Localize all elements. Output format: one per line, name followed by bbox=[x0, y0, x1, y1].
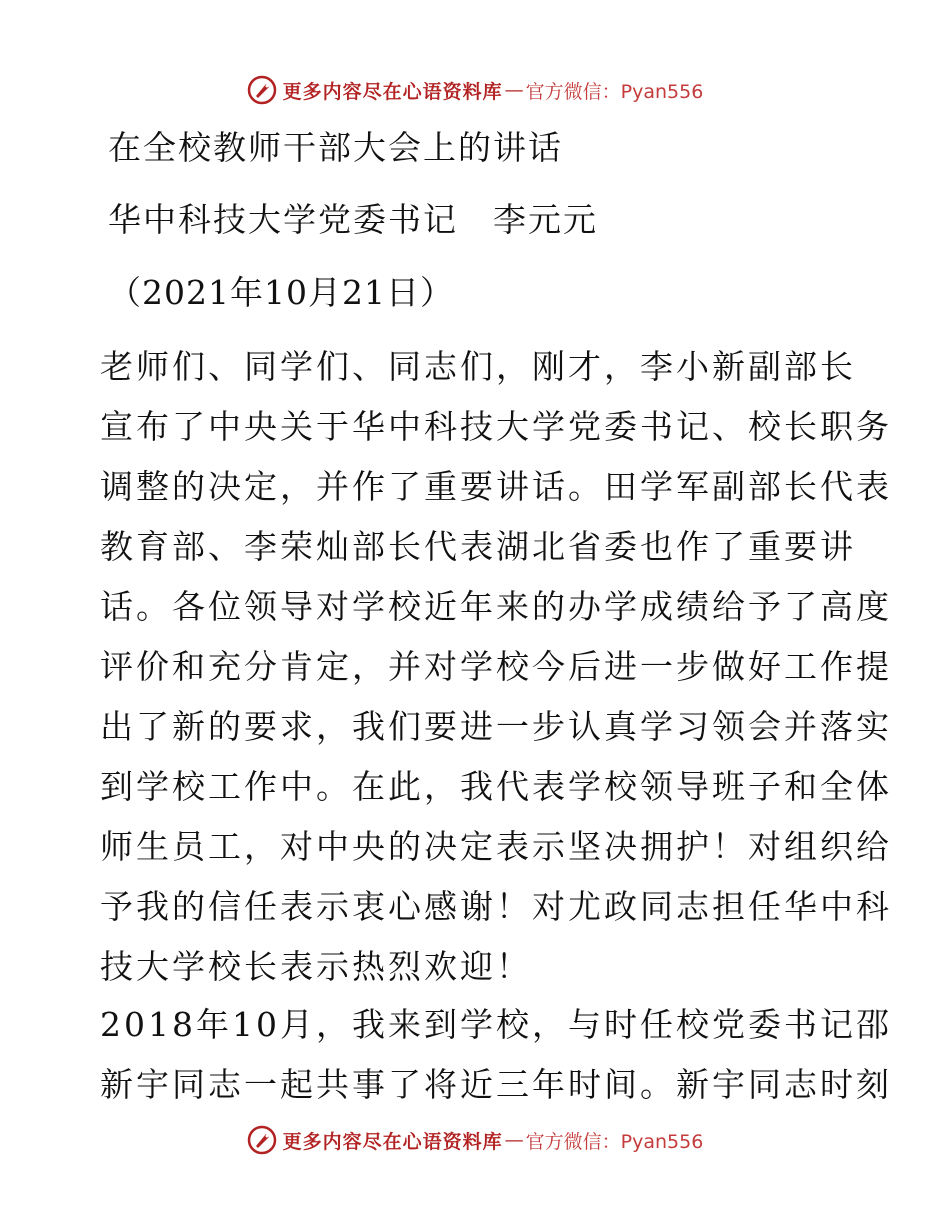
paragraph-1 bbox=[100, 347, 892, 1007]
paragraph-line: 师生员工，对中央的决定表示坚决拥护！对组织给 bbox=[100, 827, 892, 866]
watermark-brand: 更多内容尽在心语资料库 bbox=[282, 1130, 503, 1153]
paragraph-line: 话。各位领导对学校近年来的办学成绩给予了高度 bbox=[100, 587, 892, 626]
pen-nib-circle-icon bbox=[247, 1125, 277, 1155]
document-author: 华中科技大学党委书记 李元元 bbox=[108, 200, 598, 239]
paragraph-line: 技大学校长表示热烈欢迎！ bbox=[100, 947, 532, 986]
paragraph-line: 到学校工作中。在此，我代表学校领导班子和全体 bbox=[100, 767, 892, 806]
document-date: （2021年10月21日） bbox=[108, 273, 454, 312]
watermark-brand: 更多内容尽在心语资料库 bbox=[282, 80, 503, 103]
paragraph-line: 宣布了中央关于华中科技大学党委书记、校长职务 bbox=[100, 407, 892, 446]
watermark-separator: — bbox=[504, 79, 524, 101]
paragraph-line: 评价和充分肯定，并对学校今后进一步做好工作提 bbox=[100, 647, 892, 686]
paragraph-line: 2018年10月，我来到学校，与时任校党委书记邵 bbox=[100, 1005, 892, 1044]
paragraph-2 bbox=[100, 1005, 892, 1125]
watermark-wechat: 官方微信：Pyan556 bbox=[525, 1130, 704, 1153]
paragraph-line: 出了新的要求，我们要进一步认真学习领会并落实 bbox=[100, 707, 892, 746]
watermark-banner-top bbox=[0, 70, 950, 110]
pen-nib-circle-icon bbox=[247, 75, 277, 105]
paragraph-line: 老师们、同学们、同志们，刚才，李小新副部长 bbox=[100, 347, 856, 386]
watermark-wechat: 官方微信：Pyan556 bbox=[525, 80, 704, 103]
paragraph-line: 调整的决定，并作了重要讲话。田学军副部长代表 bbox=[100, 467, 892, 506]
paragraph-line: 予我的信任表示衷心感谢！对尤政同志担任华中科 bbox=[100, 887, 892, 926]
paragraph-line: 新宇同志一起共事了将近三年时间。新宇同志时刻 bbox=[100, 1065, 892, 1104]
document-title: 在全校教师干部大会上的讲话 bbox=[108, 128, 563, 167]
watermark-banner-bottom bbox=[0, 1120, 950, 1160]
paragraph-line: 教育部、李荣灿部长代表湖北省委也作了重要讲 bbox=[100, 527, 856, 566]
watermark-separator: — bbox=[504, 1129, 524, 1151]
